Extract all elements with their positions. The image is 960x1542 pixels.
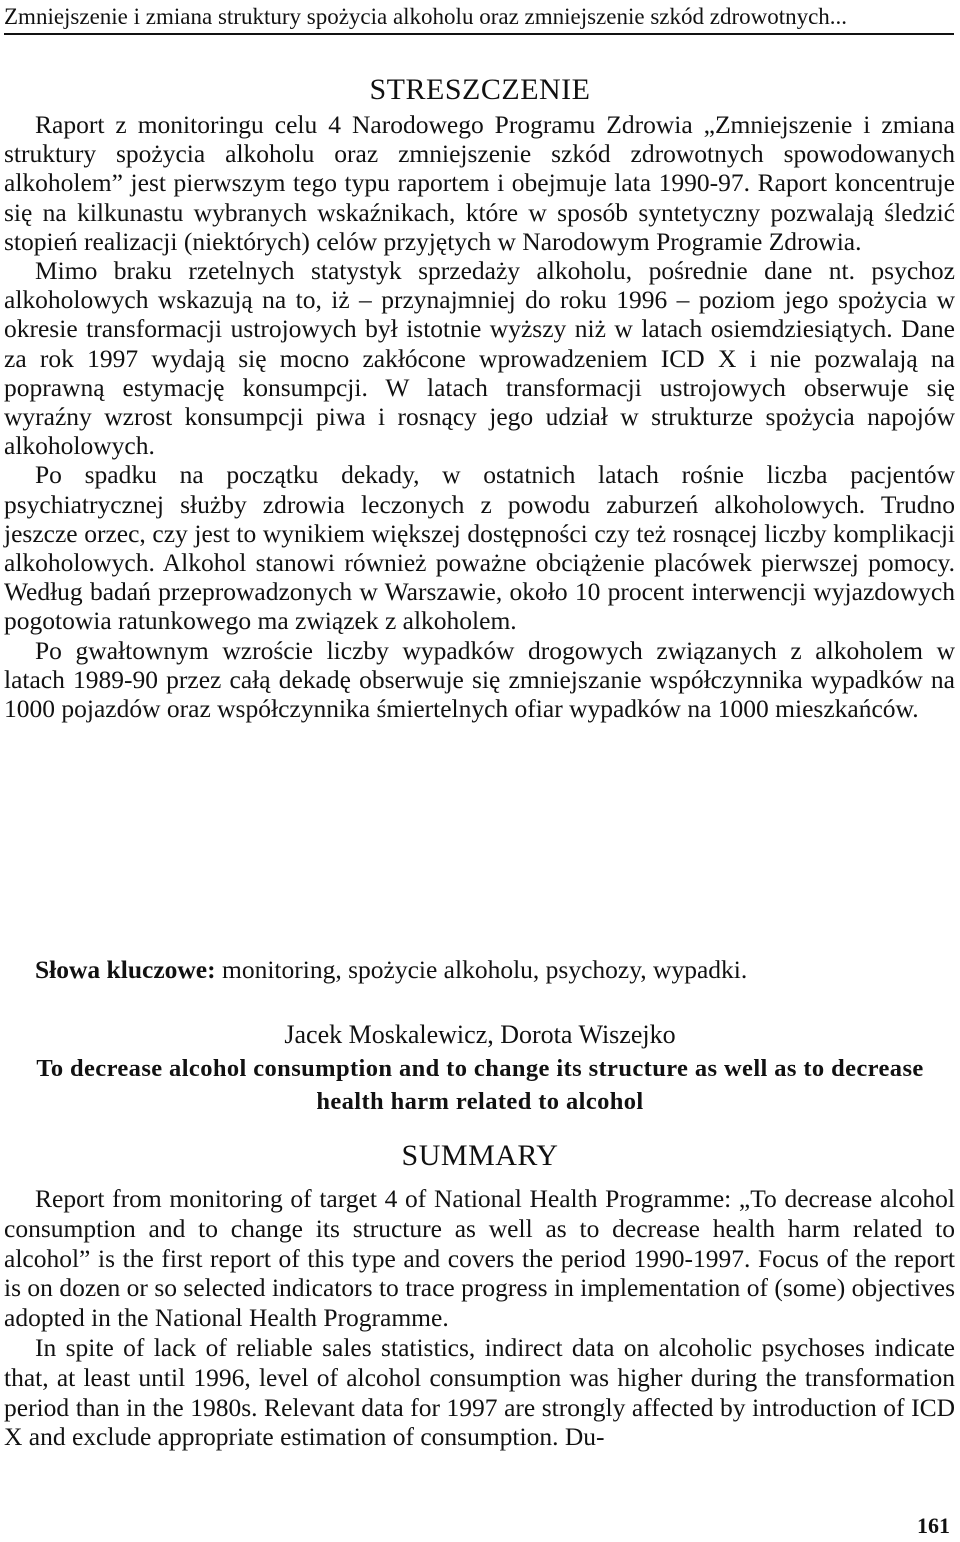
authors: Jacek Moskalewicz, Dorota Wiszejko [284, 1020, 676, 1049]
abstract-heading-polish: STRESZCZENIE [369, 73, 591, 106]
paragraph: Po gwałtownym wzroście liczby wypadków drogowych związanych z alkoholem w latach 1989-90 przez całą dekadę obserwuje się zmniejszanie współczynnika wypadków na 1000 pojazdów oraz współczynnika śmiertelnych ofiar wypadków na 1000 mieszkańców. [4, 635, 955, 724]
paragraph: In spite of lack of reliable sales statistics, indirect data on alcoholic psychoses indicate that, at least until 1996, level of alcohol consumption was higher during the transformation period than in the 1980s. Relevant data for 1997 are strongly affected by introduction of ICD X and exclude appropriate estimation of consumption. Du- [4, 1332, 955, 1452]
keywords-line [35, 955, 955, 985]
header-rule [4, 33, 954, 35]
page-number: 161 [917, 1513, 950, 1538]
running-header: Zmniejszenie i zmiana struktury spożycia alkoholu oraz zmniejszenie szkód zdrowotnych... [4, 4, 848, 29]
paragraph: Po spadku na początku dekady, w ostatnich latach rośnie liczba pacjentów psychiatrycznej służby zdrowia leczonych z powodu zaburzeń alkoholowych. Trudno jeszcze orzec, czy jest to wynikiem większej dostępności czy też rosnącej liczby komplikacji alkoholowych. Alkohol stanowi również poważne obciążenie placówek pierwszej pomocy. Według badań przeprowadzonych w Warszawie, około 10 procent interwencji wyjazdowych pogotowia ratunkowego ma związek z alkoholem. [4, 460, 955, 636]
abstract-heading-english: SUMMARY [401, 1139, 559, 1172]
keywords-label: Słowa kluczowe: [35, 955, 216, 984]
paragraph: Raport z monitoringu celu 4 Narodowego Programu Zdrowia „Zmniejszenie i zmiana struktury spożycia alkoholu oraz zmniejszenie szkód zdrowotnych spowodowanych alkoholem” jest pierwszym tego typu raportem i obejmuje lata 1990-97. Raport koncentruje się na kilkunastu wybranych wskaźnikach, które w sposób syntetyczny pozwalają śledzić stopień realizacji (niektórych) celów przyjętych w Narodowym Programie Zdrowia. [4, 110, 955, 256]
abstract-body-english [4, 1184, 955, 1452]
abstract-body-polish [4, 110, 955, 723]
paragraph: Report from monitoring of target 4 of National Health Programme: „To decrease alcohol consumption and to change its structure as well as to decrease health harm related to alcohol” is the first report of this type and covers the period 1990-1997. Focus of the report is on dozen or so selected indicators to trace progress in implementation of (some) objectives adopted in the National Health Programme. [4, 1184, 955, 1333]
english-title: To decrease alcohol consumption and to change its structure as well as to decrease health harm related to alcohol [36, 1055, 924, 1115]
keywords-list: monitoring, spożycie alkoholu, psychozy, wypadki. [215, 955, 748, 984]
paragraph: Mimo braku rzetelnych statystyk sprzedaży alkoholu, pośrednie dane nt. psychoz alkoholowych wskazują na to, iż – przynajmniej do roku 1996 – poziom jego spożycia w okresie transformacji ustrojowych był istotnie wyższy niż w latach osiemdziesiątych. Dane za rok 1997 wydają się mocno zakłócone wprowadzeniem ICD X i nie pozwalają na poprawną estymację konsumpcji. W latach transformacji ustrojowych obserwuje się wyraźny wzrost konsumpcji piwa i rosnący jego udział w strukturze spożycia napojów alkoholowych. [4, 256, 955, 461]
